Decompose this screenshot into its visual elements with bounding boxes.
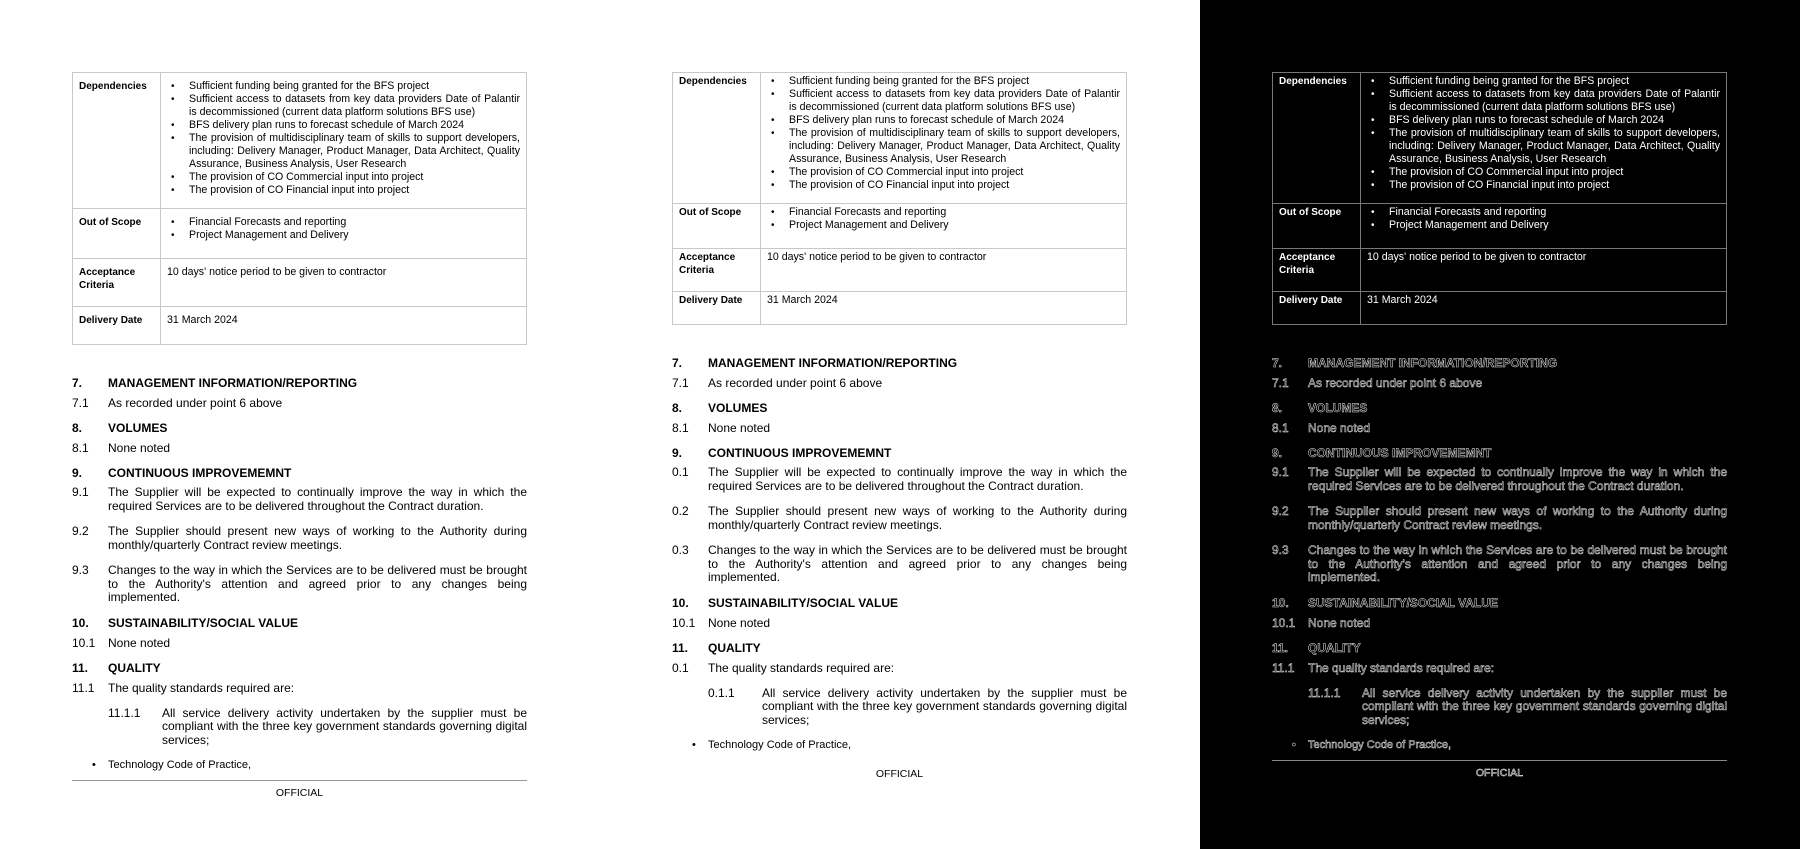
section-heading: 10. SUSTAINABILITY/SOCIAL VALUE — [72, 615, 299, 630]
acceptance-label: Acceptance Criteria — [673, 249, 761, 292]
acceptance-value: 10 days' notice period to be given to contractor — [161, 259, 527, 307]
delivery-date-value: 31 March 2024 — [761, 292, 1127, 325]
section-paragraph: 9.1 The Supplier will be expected to continually improve the way in which the required Services are to be delivered throughout the Contract duration. — [72, 485, 527, 513]
list-item: • The provision of CO Financial input into project — [767, 179, 1120, 192]
list-item: • Sufficient funding being granted for the BFS project — [767, 75, 1120, 88]
table-row — [73, 259, 527, 307]
section-paragraph: 8.1 None noted — [672, 421, 771, 435]
section-heading: 11. QUALITY — [672, 640, 761, 655]
section-paragraph: 0.2 The Supplier should present new ways of working to the Authority during monthly/quarterly Contract review meetings. — [672, 504, 1127, 532]
acceptance-value: 10 days' notice period to be given to contractor — [761, 249, 1127, 292]
table-row — [1273, 249, 1727, 292]
outlined-body — [1272, 356, 1727, 752]
requirements-table — [72, 72, 527, 345]
list-item: • The provision of CO Commercial input into project — [1367, 166, 1720, 179]
table-row — [673, 204, 1127, 249]
list-item: • The provision of CO Financial input into project — [167, 184, 520, 197]
dependencies-list — [767, 75, 1120, 192]
section-heading: 7. MANAGEMENT INFORMATION/REPORTING — [72, 376, 358, 390]
list-item: • BFS delivery plan runs to forecast schedule of March 2024 — [167, 119, 520, 132]
bullet-item: • Technology Code of Practice, — [692, 739, 852, 751]
section-heading: 7. MANAGEMENT INFORMATION/REPORTING — [1272, 356, 1558, 370]
list-item: • Sufficient funding being granted for the BFS project — [167, 80, 520, 93]
delivery-date-label: Delivery Date — [73, 307, 161, 345]
section-paragraph: 7.1 As recorded under point 6 above — [672, 376, 883, 390]
table-row — [73, 209, 527, 259]
section-paragraph: 9.1 The Supplier will be expected to continually improve the way in which the required Services are to be delivered throughout the Contract duration. — [1272, 465, 1727, 493]
list-item: • Sufficient funding being granted for the BFS project — [1367, 75, 1720, 88]
list-item: • Financial Forecasts and reporting — [767, 206, 1120, 219]
section-paragraph: 0.3 Changes to the way in which the Services are to be delivered must be brought to the Authority's attention and agreed prior to any changes being implemented. — [672, 543, 1127, 584]
delivery-date-label: Delivery Date — [673, 292, 761, 325]
subsection-paragraph: 11.1.1 All service delivery activity undertaken by the supplier must be compliant with the three key government standards governing digital services; — [1308, 685, 1727, 727]
list-item: • Sufficient access to datasets from key data providers Date of Palantir is decommissioned (current data platform solutions BFS use) — [767, 88, 1120, 114]
out-of-scope-label: Out of Scope — [1273, 204, 1361, 249]
section-paragraph: 11.1 The quality standards required are: — [1272, 660, 1495, 675]
table-row — [673, 73, 1127, 204]
table-row — [1273, 73, 1727, 204]
section-paragraph: 10.1 None noted — [72, 635, 171, 650]
acceptance-label: Acceptance Criteria — [1273, 249, 1361, 292]
section-paragraph: 9.2 The Supplier should present new ways of working to the Authority during monthly/quarterly Contract review meetings. — [72, 524, 527, 552]
section-heading: 9. CONTINUOUS IMPROVEMEMNT — [672, 446, 892, 460]
requirements-table — [672, 72, 1127, 325]
table-row — [1273, 204, 1727, 249]
out-of-scope-list — [767, 206, 1120, 232]
document-page — [72, 72, 527, 800]
list-item: • Sufficient access to datasets from key data providers Date of Palantir is decommissioned (current data platform solutions BFS use) — [1367, 88, 1720, 114]
table-row — [73, 307, 527, 345]
list-item: • BFS delivery plan runs to forecast schedule of March 2024 — [1367, 114, 1720, 127]
section-paragraph: 7.1 As recorded under point 6 above — [72, 396, 283, 410]
list-item: • Project Management and Delivery — [167, 229, 520, 242]
dependencies-list — [1367, 75, 1720, 192]
document-page — [672, 72, 1127, 781]
section-paragraph: 9.3 Changes to the way in which the Services are to be delivered must be brought to the Authority's attention and agreed prior to any changes being implemented. — [72, 563, 527, 604]
list-item: • Financial Forecasts and reporting — [167, 216, 520, 229]
footer-label: OFFICIAL — [1475, 767, 1524, 779]
section-heading: 8. VOLUMES — [72, 421, 168, 435]
dependencies-list — [167, 80, 520, 197]
list-item: • BFS delivery plan runs to forecast schedule of March 2024 — [767, 114, 1120, 127]
footer-rule — [1272, 760, 1727, 761]
section-paragraph: 10.1 None noted — [672, 615, 771, 630]
delivery-date-value: 31 March 2024 — [161, 307, 527, 345]
section-heading: 11. QUALITY — [1272, 640, 1361, 655]
list-item: • The provision of CO Financial input into project — [1367, 179, 1720, 192]
out-of-scope-label: Out of Scope — [673, 204, 761, 249]
list-item: • The provision of multidisciplinary team of skills to support developers, including: Delivery Manager, Product Manager, Data Architect, Quality Assurance, Business Analysis, User Research — [1367, 127, 1720, 166]
section-heading: 9. CONTINUOUS IMPROVEMEMNT — [72, 466, 292, 480]
out-of-scope-list — [1367, 206, 1720, 232]
section-paragraph: 0.1 The Supplier will be expected to continually improve the way in which the required Services are to be delivered throughout the Contract duration. — [672, 465, 1127, 493]
section-paragraph: 10.1 None noted — [1272, 615, 1371, 630]
table-row — [73, 73, 527, 209]
subsection-paragraph: 11.1.1 All service delivery activity undertaken by the supplier must be compliant with the three key government standards governing digital services; — [108, 705, 527, 747]
section-paragraph: 9.2 The Supplier should present new ways of working to the Authority during monthly/quarterly Contract review meetings. — [1272, 504, 1727, 532]
list-item: • The provision of CO Commercial input into project — [167, 171, 520, 184]
footer-label: OFFICIAL — [875, 768, 924, 780]
out-of-scope-label: Out of Scope — [73, 209, 161, 259]
document-view-original — [0, 0, 600, 849]
document-view-renumbered — [600, 0, 1200, 849]
section-paragraph: 9.3 Changes to the way in which the Services are to be delivered must be brought to the Authority's attention and agreed prior to any changes being implemented. — [1272, 543, 1727, 584]
list-item: • Project Management and Delivery — [1367, 219, 1720, 232]
list-item: • Project Management and Delivery — [767, 219, 1120, 232]
acceptance-label: Acceptance Criteria — [73, 259, 161, 307]
section-paragraph: 8.1 None noted — [1272, 421, 1371, 435]
acceptance-value: 10 days' notice period to be given to contractor — [1361, 249, 1727, 292]
section-paragraph: 0.1 The quality standards required are: — [672, 660, 895, 675]
dependencies-label: Dependencies — [73, 73, 161, 209]
section-heading: 10. SUSTAINABILITY/SOCIAL VALUE — [672, 595, 899, 610]
list-item: • Sufficient access to datasets from key data providers Date of Palantir is decommissioned (current data platform solutions BFS use) — [167, 93, 520, 119]
subsection-paragraph: 0.1.1 All service delivery activity undertaken by the supplier must be compliant with the three key government standards governing digital services; — [708, 685, 1127, 727]
list-item: • Financial Forecasts and reporting — [1367, 206, 1720, 219]
section-heading: 7. MANAGEMENT INFORMATION/REPORTING — [672, 356, 958, 370]
footer-rule — [72, 780, 527, 781]
out-of-scope-list — [167, 216, 520, 242]
section-heading: 8. VOLUMES — [672, 401, 768, 415]
dependencies-label: Dependencies — [673, 73, 761, 204]
section-paragraph: 11.1 The quality standards required are: — [72, 680, 295, 695]
list-item: • The provision of multidisciplinary team of skills to support developers, including: Delivery Manager, Product Manager, Data Architect, Quality Assurance, Business Analysis, User Research — [167, 132, 520, 171]
section-heading: 9. CONTINUOUS IMPROVEMEMNT — [1272, 446, 1492, 460]
document-page — [1272, 72, 1727, 780]
list-item: • The provision of CO Commercial input into project — [767, 166, 1120, 179]
delivery-date-label: Delivery Date — [1273, 292, 1361, 325]
delivery-date-value: 31 March 2024 — [1361, 292, 1727, 325]
section-paragraph: 8.1 None noted — [72, 441, 171, 455]
table-row — [673, 249, 1127, 292]
section-paragraph: 7.1 As recorded under point 6 above — [1272, 376, 1483, 390]
table-row — [673, 292, 1127, 325]
requirements-table — [1272, 72, 1727, 325]
dependencies-label: Dependencies — [1273, 73, 1361, 204]
table-row — [1273, 292, 1727, 325]
footer-label: OFFICIAL — [275, 787, 324, 799]
section-heading: 8. VOLUMES — [1272, 401, 1368, 415]
list-item: • The provision of multidisciplinary team of skills to support developers, including: Delivery Manager, Product Manager, Data Architect, Quality Assurance, Business Analysis, User Research — [767, 127, 1120, 166]
section-heading: 11. QUALITY — [72, 660, 161, 675]
bullet-item: • Technology Code of Practice, — [1292, 739, 1452, 751]
bullet-item: • Technology Code of Practice, — [92, 759, 252, 771]
document-view-diff-overlay — [1200, 0, 1800, 849]
section-heading: 10. SUSTAINABILITY/SOCIAL VALUE — [1272, 595, 1499, 610]
